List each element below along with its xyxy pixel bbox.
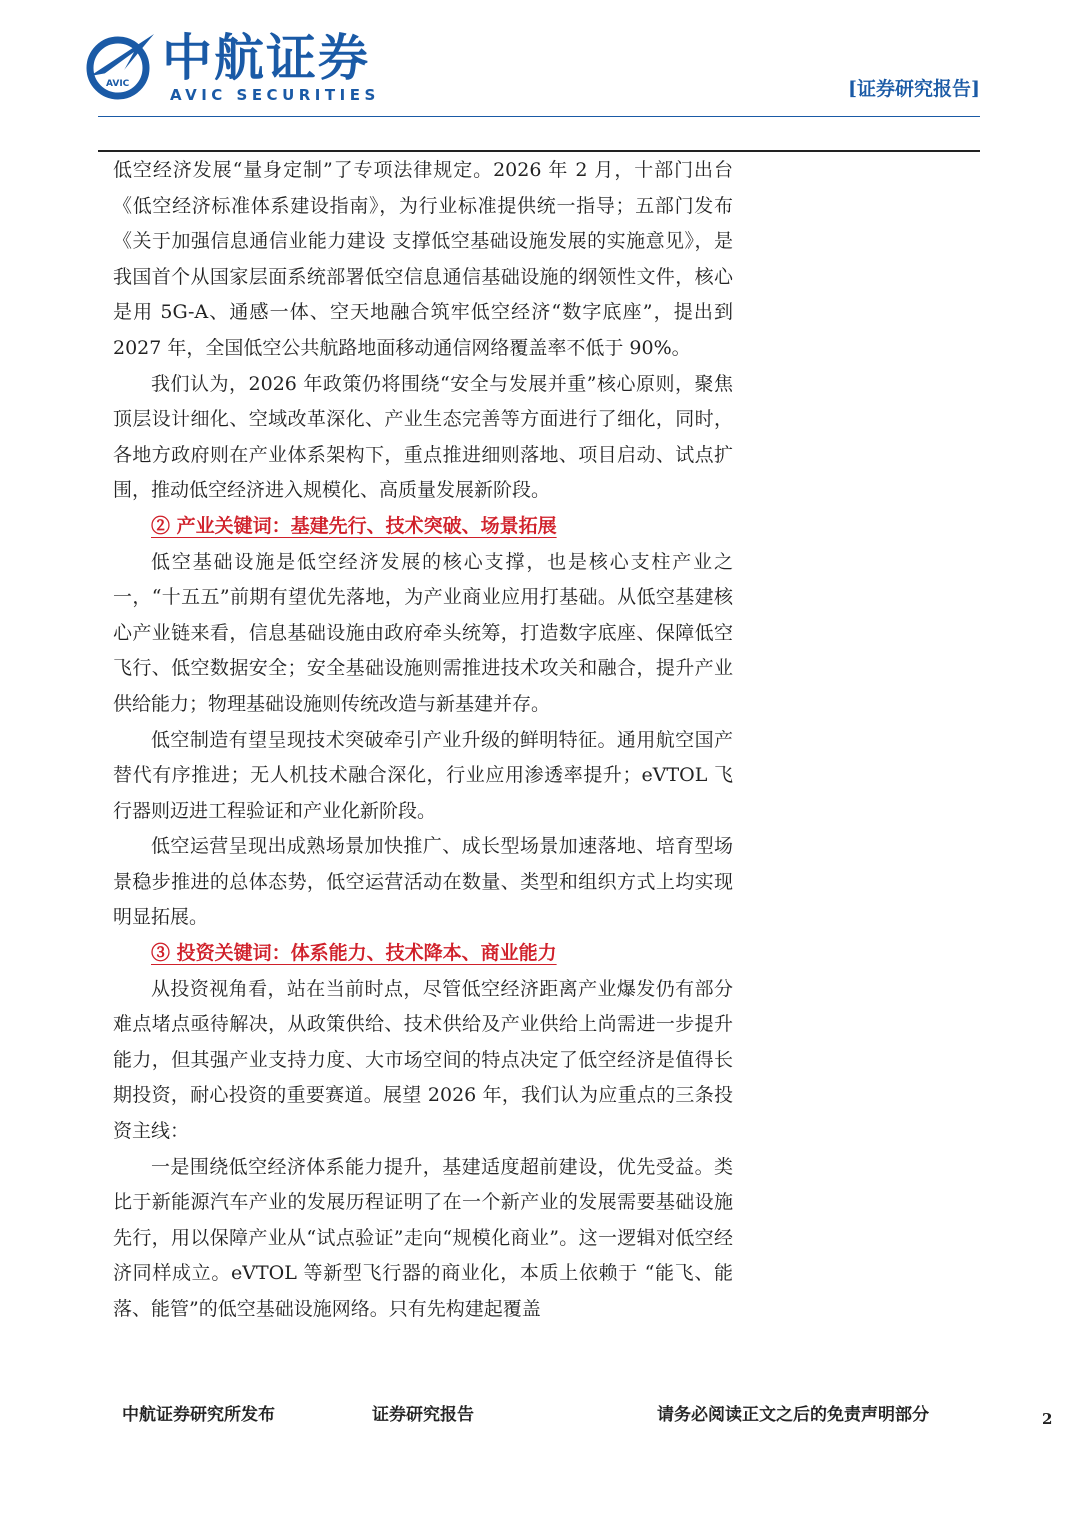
paragraph: 一是围绕低空经济体系能力提升，基建适度超前建设，优先受益。类比于新能源汽车产业的发展历程证明了在一个新产业的发展需要基础设施先行，用以保障产业从“试点验证”走向“规模化商业”。这一逻辑对低空经济同样成立。eVTOL 等新型飞行器的商业化，本质上依赖于 “能飞、能落、能管”的低空基础设施网络。只有先构建起覆盖 — [113, 1155, 733, 1320]
paragraph: 低空运营呈现出成熟场景加快推广、成长型场景加速落地、培育型场景稳步推进的总体态势，低空运营活动在数量、类型和组织方式上均实现明显拓展。 — [113, 835, 733, 929]
footer-report-type: 证券研究报告 — [372, 1405, 474, 1425]
header-divider — [98, 116, 980, 117]
logo-chinese-text: 中航证券 — [162, 29, 370, 87]
page-header — [0, 0, 1080, 160]
report-type-tag: [证券研究报告] — [848, 78, 980, 100]
section-heading-industry-keywords: ② 产业关键词：基建先行、技术突破、场景拓展 — [151, 514, 557, 537]
report-body — [113, 153, 733, 1328]
page-footer — [0, 1390, 1080, 1430]
avic-logo-icon — [84, 30, 156, 102]
footer-publisher: 中航证券研究所发布 — [122, 1405, 275, 1425]
page-number: 2 — [1042, 1410, 1053, 1428]
svg-text:AVIC: AVIC — [106, 79, 130, 89]
paragraph: 我们认为，2026 年政策仍将围绕“安全与发展并重”核心原则，聚焦顶层设计细化、空域改革深化、产业生态完善等方面进行了细化，同时，各地方政府则在产业体系架构下，重点推进细则落地、项目启动、试点扩围，推动低空经济进入规模化、高质量发展新阶段。 — [113, 372, 733, 502]
footer-disclaimer-notice: 请务必阅读正文之后的免责声明部分 — [657, 1405, 929, 1425]
paragraph: 低空制造有望呈现技术突破牵引产业升级的鲜明特征。通用航空国产替代有序推进；无人机技术融合深化，行业应用渗透率提升；eVTOL 飞行器则迈进工程验证和产业化新阶段。 — [113, 728, 733, 822]
section-heading-investment-keywords: ③ 投资关键词：体系能力、技术降本、商业能力 — [151, 942, 557, 965]
paragraph: 低空基础设施是低空经济发展的核心支撑，也是核心支柱产业之一，“十五五”前期有望优先落地，为产业商业应用打基础。从低空基建核心产业链来看，信息基础设施由政府牵头统筹，打造数字底座、保障低空飞行、低空数据安全；安全基础设施则需推进技术攻关和融合，提升产业供给能力；物理基础设施则传统改造与新基建并存。 — [113, 550, 733, 715]
header-rule — [98, 150, 980, 152]
paragraph: 从投资视角看，站在当前时点，尽管低空经济距离产业爆发仍有部分难点堵点亟待解决，从政策供给、技术供给及产业供给上尚需进一步提升能力，但其强产业支持力度、大市场空间的特点决定了低空经济是值得长期投资，耐心投资的重要赛道。展望 2026 年，我们认为应重点的三条投资主线： — [113, 977, 733, 1143]
paragraph: 低空经济发展“量身定制”了专项法律规定。2026 年 2 月，十部门出台《低空经济标准体系建设指南》，为行业标准提供统一指导；五部门发布《关于加强信息通信业能力建设 支撑低空基础设施发展的实施意见》，是我国首个从国家层面系统部署低空信息通信基础设施的纲领性文件，核心是用 5G-A、通感一体、空天地融合筑牢低空经济“数字底座”，提出到 2027 年，全国低空公共航路地面移动通信网络覆盖率不低于 90%。 — [113, 159, 733, 359]
logo-english-text: AVIC SECURITIES — [170, 86, 380, 104]
